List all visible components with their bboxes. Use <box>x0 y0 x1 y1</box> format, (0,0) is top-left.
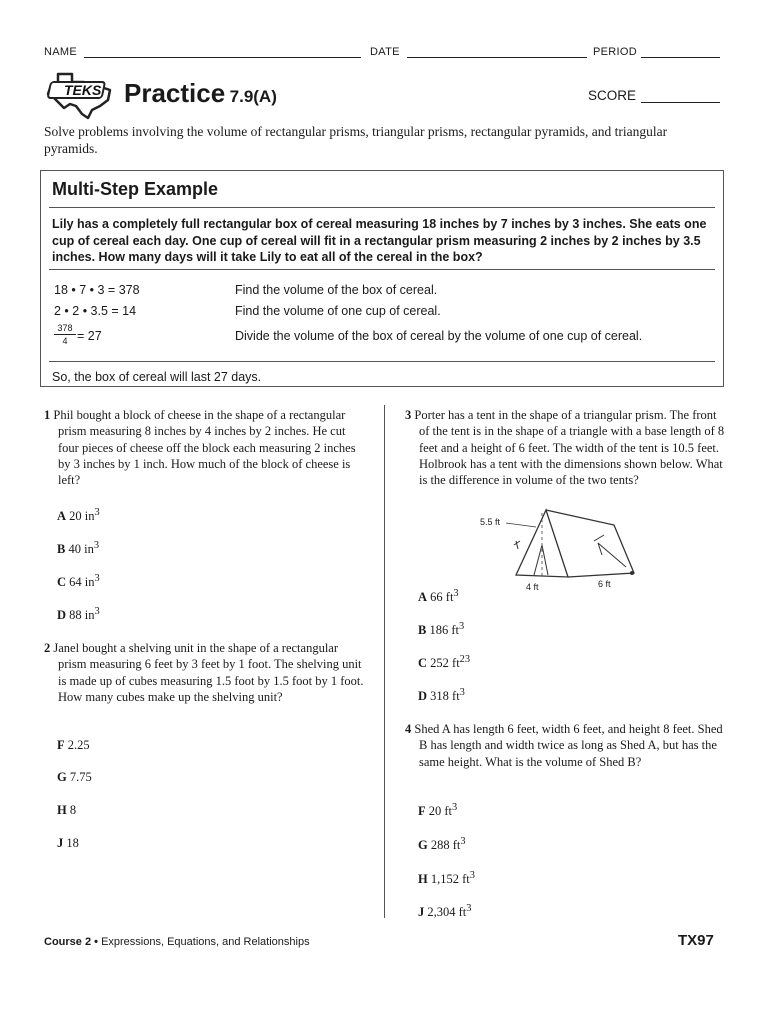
multi-step-example-box <box>40 170 724 387</box>
q3-option-d[interactable]: D 318 $ft^3$ <box>418 687 465 704</box>
question-1 <box>44 407 364 488</box>
label-length: 6 ft <box>598 579 611 589</box>
period-label: PERIOD <box>593 46 637 58</box>
tent-stake <box>630 571 634 575</box>
q3-option-c[interactable]: C 252 $ft^{23}$ <box>418 654 471 671</box>
step-3-fraction <box>54 323 76 346</box>
steps-divider <box>49 361 715 362</box>
example-problem: Lily has a completely full rectangular box of cereal measuring 18 inches by 7 inches by 3 inches. She eats one cup of cereal each day. One cup of cereal will fit in a rectangular prism measuring 2 inches by 2 inches by 3.5 inches. How many days will it take Lily to eat all of the cereal in the box? <box>52 217 707 264</box>
question-3-text: Porter has a tent in the shape of a triangular prism. The front of the tent is in the shape of a triangle with a base length of 8 feet and a height of 6 feet. The width of the tent is 10.5 feet. Holbrook has a tent with the dimensions shown below. What is the difference in volume of the two tents? <box>414 408 725 488</box>
heading-divider <box>49 207 715 208</box>
step-1-math: 18 • 7 • 3 = 378 <box>54 283 140 297</box>
example-heading: Multi-Step Example <box>52 179 219 199</box>
q1-option-a[interactable]: A 20 $in^3$ <box>57 507 100 524</box>
question-3-number: 3 <box>405 408 412 422</box>
column-divider <box>384 405 385 918</box>
rope-right <box>594 535 626 567</box>
q2-option-j[interactable]: J 18 <box>57 836 79 850</box>
label-base: 4 ft <box>526 582 539 592</box>
fraction-denominator: 4 <box>62 336 68 346</box>
score-field[interactable] <box>641 102 720 103</box>
title-main: Practice <box>124 78 226 108</box>
question-3 <box>405 407 727 488</box>
question-4-number: 4 <box>405 722 412 736</box>
footer-course <box>44 936 310 948</box>
question-2-text: Janel bought a shelving unit in the shape of a rectangular prism measuring 6 feet by 3 feet by 1 foot. The shelving unit is made up of cubes measuring 1.5 foot by 1.5 foot by 1 foot. How many cubes make up the shelving unit? <box>53 641 364 704</box>
tent-figure <box>476 505 646 597</box>
name-label: NAME <box>44 46 77 58</box>
slant-leader <box>506 523 536 527</box>
question-4-text: Shed A has length 6 feet, width 6 feet, and height 8 feet. Shed B has length and width twice as long as Shed A, but has the same height. What is the volume of Shed B? <box>414 722 723 769</box>
name-field[interactable] <box>84 57 361 58</box>
step-2-math: 2 • 2 • 3.5 = 14 <box>54 304 137 318</box>
question-1-text: Phil bought a block of cheese in the shape of a rectangular prism measuring 8 inches by 4 inches by 2 inches. He cut four pieces of cheese off the block each measuring 2 inches by 3 inches by 1 inch. How much of the block of cheese is left? <box>53 408 356 488</box>
step-1-explain: Find the volume of the box of cereal. <box>235 283 438 297</box>
footer-bullet: • <box>94 936 98 948</box>
q2-option-g[interactable]: G 7.75 <box>57 770 92 784</box>
date-label: DATE <box>370 46 400 58</box>
q4-option-g[interactable]: G 288 $ft^3$ <box>418 836 466 853</box>
q4-option-f[interactable]: F 20 $ft^3$ <box>418 802 458 819</box>
question-2 <box>44 640 364 705</box>
q3-option-a[interactable]: A 66 $ft^3$ <box>418 588 459 605</box>
score-label: SCORE <box>588 88 637 103</box>
logo-text: TEKS <box>64 82 102 98</box>
problem-divider <box>49 269 715 270</box>
footer-topic: Expressions, Equations, and Relationships <box>101 936 310 948</box>
question-2-number: 2 <box>44 641 51 655</box>
q4-option-j[interactable]: J 2,304 $ft^3$ <box>418 903 472 920</box>
step-2-explain: Find the volume of one cup of cereal. <box>235 304 441 318</box>
period-field[interactable] <box>641 57 720 58</box>
q1-option-c[interactable]: C 64 $in^3$ <box>57 573 100 590</box>
footer-course-name: Course 2 <box>44 936 92 948</box>
step-3-explain: Divide the volume of the box of cereal by the volume of one cup of cereal. <box>235 329 643 343</box>
example-conclusion: So, the box of cereal will last 27 days. <box>52 370 262 384</box>
question-4 <box>405 721 727 770</box>
question-1-number: 1 <box>44 408 51 422</box>
instructions: Solve problems involving the volume of rectangular prisms, triangular prisms, rectangular pyramids, and triangular pyramids. <box>44 124 668 156</box>
date-field[interactable] <box>407 57 587 58</box>
fraction-numerator: 378 <box>57 323 73 333</box>
teks-logo <box>44 68 116 120</box>
q1-option-b[interactable]: B 40 $in^3$ <box>57 540 100 557</box>
page-code: TX97 <box>678 932 714 949</box>
step-3-result: = 27 <box>77 329 102 343</box>
q2-option-f[interactable]: F 2.25 <box>57 738 90 752</box>
q2-option-h[interactable]: H 8 <box>57 803 77 817</box>
rope-left <box>514 541 520 549</box>
fraction-bar <box>54 334 76 335</box>
q1-option-d[interactable]: D 88 $in^3$ <box>57 606 100 623</box>
q4-option-h[interactable]: H 1,152 $ft^3$ <box>418 870 475 887</box>
q3-option-b[interactable]: B 186 $ft^3$ <box>418 621 465 638</box>
page-title <box>124 78 277 109</box>
title-standard: 7.9(A) <box>229 87 277 106</box>
label-slant: 5.5 ft <box>480 517 501 527</box>
